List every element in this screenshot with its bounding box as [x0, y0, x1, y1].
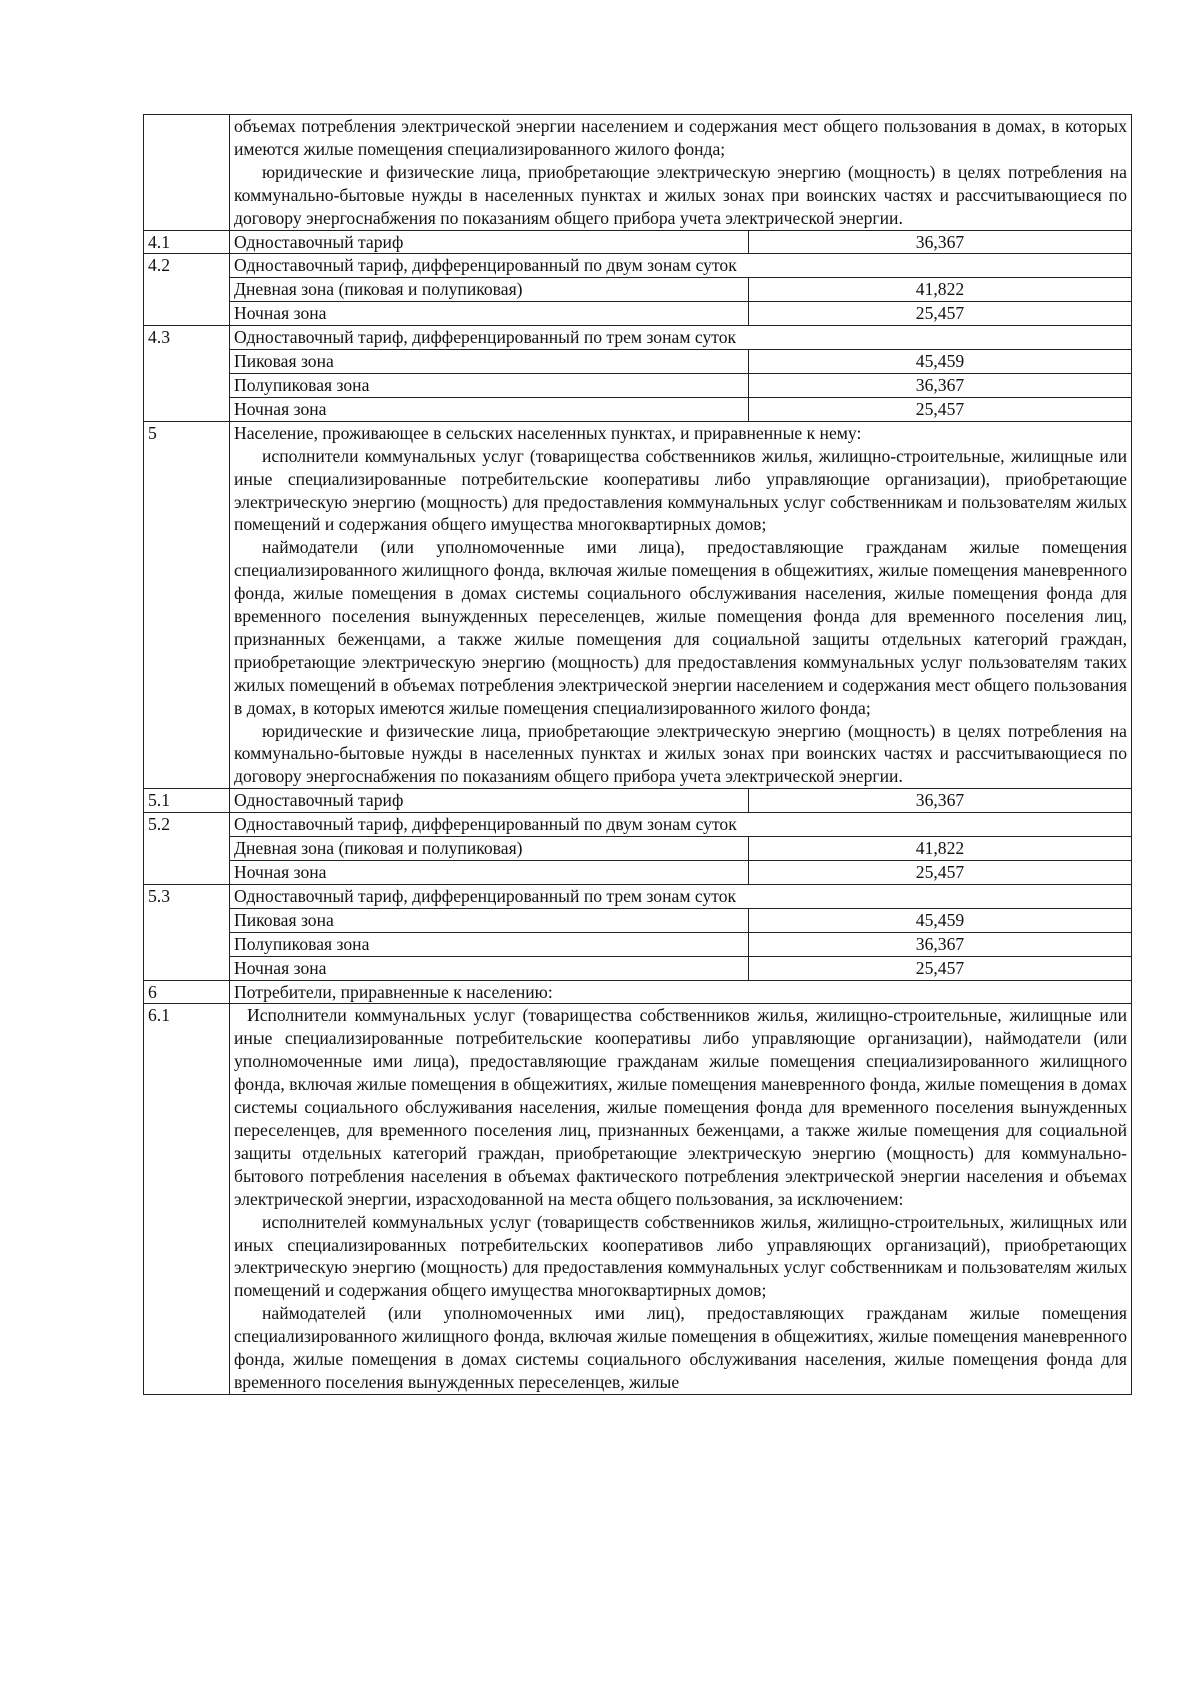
table-row — [144, 115, 1132, 231]
zone-name: Ночная зона — [230, 861, 749, 885]
zone-name: Полупиковая зона — [230, 932, 749, 956]
table-row — [144, 956, 1132, 980]
zone-name: Пиковая зона — [230, 350, 749, 374]
paragraph: исполнители коммунальных услуг (товарищества собственников жилья, жилищно-строительные, жилищные или иные специализированные потребительские кооперативы либо управляющие организации), приобретающие электрическую энергию (мощность) для предоставления коммунальных услуг собственникам и пользователям жилых помещений и содержания общего имущества многоквартирных домов; — [234, 445, 1127, 535]
category-title: Потребители, приравненные к населению: — [230, 980, 1132, 1004]
tariff-value: 25,457 — [749, 302, 1132, 326]
table-row — [144, 789, 1132, 813]
row-number: 4.3 — [144, 326, 230, 422]
table-row — [144, 932, 1132, 956]
zone-name: Ночная зона — [230, 397, 749, 421]
row-number: 5.2 — [144, 813, 230, 885]
zone-name: Ночная зона — [230, 956, 749, 980]
tariff-value: 36,367 — [749, 932, 1132, 956]
table-row — [144, 373, 1132, 397]
table-row — [144, 980, 1132, 1004]
zone-name: Дневная зона (пиковая и полупиковая) — [230, 278, 749, 302]
row-number-cell — [144, 115, 230, 231]
tariff-value: 45,459 — [749, 908, 1132, 932]
table-row — [144, 254, 1132, 278]
paragraph: наймодателей (или уполномоченных ими лиц), предоставляющих гражданам жилые помещения специализированного жилищного фонда, включая жилые помещения в общежитиях, жилые помещения маневренного фонда, жилые помещения в домах системы социального обслуживания населения, жилые помещения фонда для временного поселения вынужденных переселенцев, жилые — [234, 1303, 1127, 1392]
tariff-value: 25,457 — [749, 861, 1132, 885]
continuation-text-cell — [230, 115, 1132, 231]
category-text-cell — [230, 421, 1132, 789]
table-row — [144, 908, 1132, 932]
category-text-cell — [230, 1004, 1132, 1394]
tariff-name: Одноставочный тариф — [230, 230, 749, 254]
tariff-value: 36,367 — [749, 373, 1132, 397]
row-number: 5.1 — [144, 789, 230, 813]
tariff-value: 36,367 — [749, 789, 1132, 813]
table-row — [144, 278, 1132, 302]
paragraph: юридические и физические лица, приобретающие электрическую энергию (мощность) в целях потребления на коммунально-бытовые нужды в населенных пунктах и жилых зонах при воинских частях и рассчитывающиеся по договору энергоснабжения по показаниям общего прибора учета электрической энергии. — [234, 720, 1127, 787]
tariff-name: Одноставочный тариф, дифференцированный по двум зонам суток — [230, 254, 1132, 278]
table-row — [144, 837, 1132, 861]
table-row — [144, 230, 1132, 254]
paragraph: объемах потребления электрической энергии населением и содержания мест общего пользования в домах, в которых имеются жилые помещения специализированного жилого фонда; — [234, 116, 1127, 159]
table-row — [144, 397, 1132, 421]
paragraph: Население, проживающее в сельских населенных пунктах, и приравненные к нему: — [234, 422, 862, 443]
tariff-value: 45,459 — [749, 350, 1132, 374]
table-row — [144, 884, 1132, 908]
tariff-name: Одноставочный тариф, дифференцированный по трем зонам суток — [230, 326, 1132, 350]
table-row — [144, 326, 1132, 350]
tariff-name: Одноставочный тариф — [230, 789, 749, 813]
zone-name: Полупиковая зона — [230, 373, 749, 397]
table-row — [144, 421, 1132, 789]
row-number: 6.1 — [144, 1004, 230, 1394]
tariff-table — [143, 114, 1132, 1395]
tariff-name: Одноставочный тариф, дифференцированный по двум зонам суток — [230, 813, 1132, 837]
table-row — [144, 813, 1132, 837]
tariff-value: 41,822 — [749, 837, 1132, 861]
tariff-value: 25,457 — [749, 397, 1132, 421]
tariff-name: Одноставочный тариф, дифференцированный по трем зонам суток — [230, 884, 1132, 908]
row-number: 4.2 — [144, 254, 230, 326]
table-row — [144, 350, 1132, 374]
row-number: 6 — [144, 980, 230, 1004]
paragraph: Исполнители коммунальных услуг (товарищества собственников жилья, жилищно-строительные, жилищные или иные специализированные потребительские кооперативы либо управляющие организации), наймодатели (или уполномоченные ими лица), предоставляющие гражданам жилые помещения специализированного жилищного фонда, включая жилые помещения в общежитиях, жилые помещения маневренного фонда, жилые помещения в домах системы социального обслуживания населения, жилые помещения фонда для временного поселения вынужденных переселенцев, для временного поселения лиц, признанных беженцами, а также жилые помещения для социальной защиты отдельных категорий граждан, приобретающие электрическую энергию (мощность) для коммунально-бытового потребления населения в объемах фактического потребления электрической энергии населения и объемах электрической энергии, израсходованной на места общего пользования, за исключением: — [234, 1005, 1127, 1209]
document-page — [143, 114, 1131, 1395]
paragraph: юридические и физические лица, приобретающие электрическую энергию (мощность) в целях потребления на коммунально-бытовые нужды в населенных пунктах и жилых зонах при воинских частях и рассчитывающиеся по договору энергоснабжения по показаниям общего прибора учета электрической энергии. — [234, 161, 1127, 228]
tariff-value: 36,367 — [749, 230, 1132, 254]
table-row — [144, 302, 1132, 326]
row-number: 5.3 — [144, 884, 230, 980]
tariff-value: 41,822 — [749, 278, 1132, 302]
zone-name: Дневная зона (пиковая и полупиковая) — [230, 837, 749, 861]
table-row — [144, 1004, 1132, 1394]
zone-name: Пиковая зона — [230, 908, 749, 932]
table-row — [144, 861, 1132, 885]
zone-name: Ночная зона — [230, 302, 749, 326]
row-number: 4.1 — [144, 230, 230, 254]
row-number: 5 — [144, 421, 230, 789]
paragraph: исполнителей коммунальных услуг (товариществ собственников жилья, жилищно-строительных, жилищных или иных специализированных потребительских кооперативов либо управляющих организаций), приобретающих электрическую энергию (мощность) для предоставления коммунальных услуг собственникам и пользователям жилых помещений и содержания общего имущества многоквартирных домов; — [234, 1211, 1127, 1301]
paragraph: наймодатели (или уполномоченные ими лица), предоставляющие гражданам жилые помещения специализированного жилищного фонда, включая жилые помещения в общежитиях, жилые помещения маневренного фонда, жилые помещения в домах системы социального обслуживания населения, жилые помещения фонда для временного поселения вынужденных переселенцев, жилые помещения фонда для временного поселения лиц, признанных беженцами, а также жилые помещения для социальной защиты отдельных категорий граждан, приобретающие электрическую энергию (мощность) для предоставления коммунальных услуг пользователям таких жилых помещений в объемах потребления электрической энергии населением и содержания мест общего пользования в домах, в которых имеются жилые помещения специализированного жилого фонда; — [234, 537, 1127, 718]
tariff-value: 25,457 — [749, 956, 1132, 980]
